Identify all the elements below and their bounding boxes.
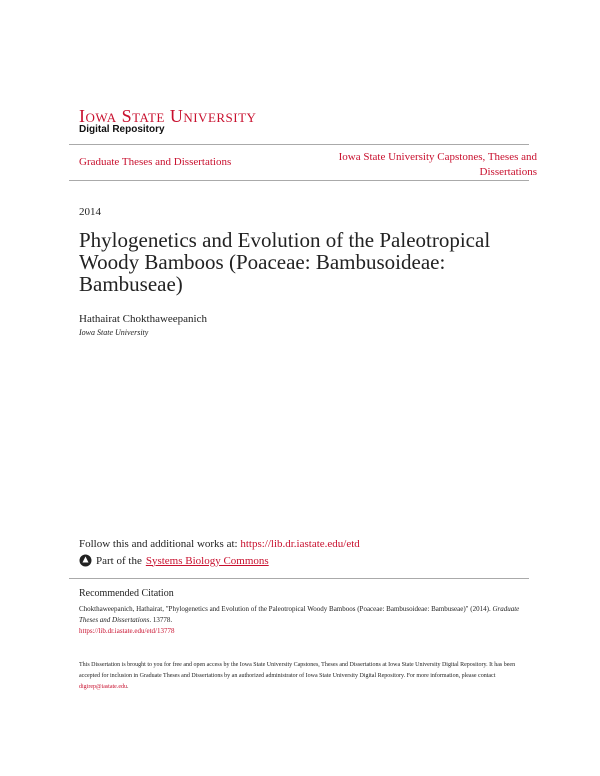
author-name: Hathairat Chokthaweepanich [79, 313, 207, 325]
etd-link[interactable]: https://lib.dr.iastate.edu/etd [240, 538, 360, 550]
author-affiliation: Iowa State University [79, 328, 149, 337]
notice-text: This Dissertation is brought to you for free and open access by the Iowa State University Capstones, Theses and Dissertations at Iowa State University Digital Repository. It has been accepted for inclusion in Graduate Theses and Dissertations by an authorized administrator of Iowa State University Digital Repository. For more information, please contact [79, 662, 516, 679]
citation-link[interactable]: https://lib.dr.iastate.edu/etd/13778 [79, 627, 175, 635]
follow-line [79, 538, 360, 550]
repository-label: Digital Repository [79, 124, 165, 135]
document-title: Phylogenetics and Evolution of the Paleotropical Woody Bamboos (Poaceae: Bambusoideae: Bambuseae) [79, 228, 491, 296]
citation-number: . 13778. [149, 616, 173, 624]
systems-biology-link[interactable]: Systems Biology Commons [145, 554, 269, 567]
contact-email-link[interactable]: digirep@iastate.edu [79, 684, 128, 690]
part-of-line [79, 554, 269, 567]
follow-text: Follow this and additional works at: [79, 538, 241, 550]
collection-link-left[interactable]: Graduate Theses and Dissertations [79, 156, 232, 168]
part-of-text: Part of the [96, 554, 142, 567]
notice-end: . [127, 684, 129, 690]
collection-link-right[interactable]: Iowa State University Capstones, Theses and Dissertations [338, 151, 537, 178]
publication-year: 2014 [79, 206, 101, 218]
divider [69, 578, 529, 579]
citation-text [79, 604, 529, 637]
commons-icon [79, 554, 92, 567]
divider [69, 180, 529, 181]
divider [69, 144, 529, 145]
citation-body: Chokthaweepanich, Hathairat, "Phylogenetics and Evolution of the Paleotropical Woody Bamboos (Poaceae: Bambusoideae: Bambuseae)" (2014). [79, 605, 493, 613]
recommended-citation-heading: Recommended Citation [79, 588, 174, 599]
access-notice [79, 660, 529, 693]
citation-journal: Graduate Theses and Dissertations [79, 605, 520, 624]
university-logo: Iowa State University [79, 106, 257, 126]
